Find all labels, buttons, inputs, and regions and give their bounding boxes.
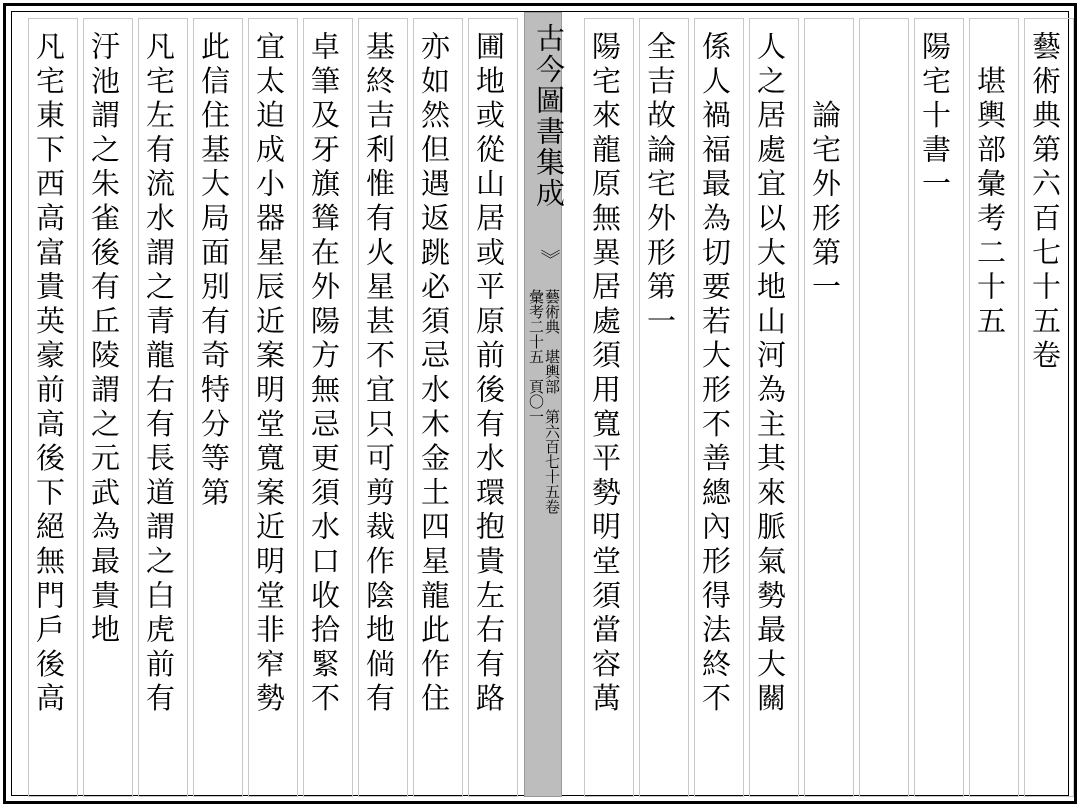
column-text: 陽宅十書一 <box>918 31 952 203</box>
column-text: 凡宅東下西高富貴英豪前高後下絕無門戶後高 <box>32 31 66 717</box>
text-column-l1 <box>468 18 518 797</box>
page-label: 彙考二十五 頁〇一 <box>527 289 545 424</box>
column-text: 人之居處宜以大地山河為主其來脈氣勢最大關 <box>753 31 787 717</box>
column-text: 基終吉利惟有火星甚不宜只可剪裁作陰地倘有 <box>362 31 396 717</box>
text-column-r6 <box>749 18 799 797</box>
column-text: 卓筆及牙旗聳在外陽方無忌更須水口收拾緊不 <box>307 31 341 717</box>
text-column-l4 <box>303 18 353 797</box>
text-column-l3 <box>358 18 408 797</box>
text-column-l6 <box>193 18 243 797</box>
column-text: 亦如然但遇返跳必須忌水木金土四星龍此作住 <box>417 31 451 717</box>
text-column-l5 <box>248 18 298 797</box>
text-column-l9 <box>28 18 78 797</box>
column-text: 陽宅來龍原無異居處須用寬平勢明堂須當容萬 <box>588 31 622 717</box>
column-text: 圃地或從山居或平原前後有水環抱貴左右有路 <box>472 31 506 717</box>
text-column-r9 <box>584 18 634 797</box>
column-text: 凡宅左有流水謂之青龍右有長道謂之白虎前有 <box>142 31 176 717</box>
text-column-r2 <box>969 18 1019 797</box>
text-column-l8 <box>83 18 133 797</box>
text-column-r5 <box>804 18 854 797</box>
column-text: 論宅外形第一 <box>808 31 842 306</box>
text-column-r7 <box>694 18 744 797</box>
column-text: 宜太迫成小器星辰近案明堂寬案近明堂非窄勢 <box>252 31 286 717</box>
column-text: 此信住基大局面別有奇特分等第 <box>197 31 231 512</box>
column-gutter <box>570 18 580 797</box>
column-text: 藝術典第六百七十五卷 <box>1028 31 1062 374</box>
column-text: 汙池謂之朱雀後有丘陵謂之元武為最貴地 <box>87 31 121 649</box>
volume-label: 藝術典 堪輿部 第六百七十五卷 <box>543 289 561 514</box>
book-title: 古今圖書集成 <box>532 23 566 209</box>
center-band <box>524 12 566 797</box>
column-text: 堪輿部彙考二十五 <box>973 31 1007 340</box>
text-column-r3 <box>914 18 964 797</box>
column-text: 全吉故論宅外形第一 <box>643 31 677 340</box>
text-column-r1 <box>1024 18 1074 797</box>
text-column-r4 <box>859 18 909 797</box>
column-text: 係人禍福最為切要若大形不善總內形得法終不 <box>698 31 732 717</box>
text-column-r8 <box>639 18 689 797</box>
text-column-l2 <box>413 18 463 797</box>
text-column-l7 <box>138 18 188 797</box>
fish-tail-mark: 》 <box>537 249 561 269</box>
